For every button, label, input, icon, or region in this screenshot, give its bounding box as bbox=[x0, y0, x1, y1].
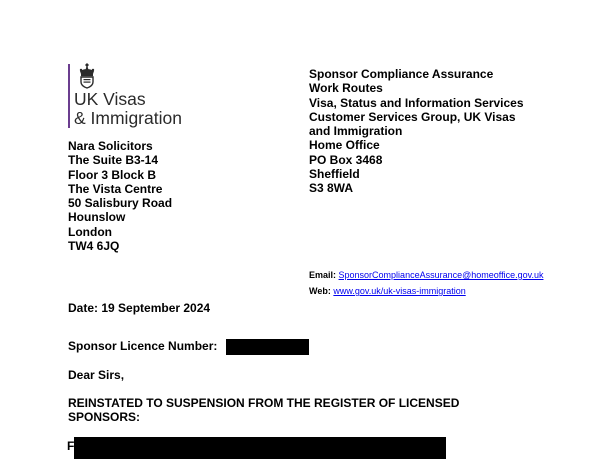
body-redaction bbox=[74, 437, 446, 459]
licence-number-redaction bbox=[226, 339, 309, 355]
sender-address-line: Sheffield bbox=[309, 167, 360, 182]
sender-address-line: Home Office bbox=[309, 138, 380, 153]
email-label: Email: bbox=[309, 270, 337, 280]
sender-address-line: Work Routes bbox=[309, 81, 383, 96]
sender-address-line: PO Box 3468 bbox=[309, 152, 383, 167]
web-label: Web: bbox=[309, 286, 331, 296]
sender-address bbox=[309, 67, 599, 196]
recipient-address-line: The Vista Centre bbox=[68, 181, 163, 196]
uk-visas-immigration-logo bbox=[68, 62, 198, 132]
partial-glyph: F bbox=[67, 439, 75, 453]
recipient-address-line: TW4 6JQ bbox=[68, 239, 120, 254]
letter-date: Date: 19 September 2024 bbox=[68, 301, 211, 315]
sender-address-line: Customer Services Group, UK Visas bbox=[309, 109, 516, 124]
logo-text-line-2: & Immigration bbox=[74, 108, 182, 128]
sender-address-line: S3 8WA bbox=[309, 181, 354, 196]
sender-address-line: Visa, Status and Information Services bbox=[309, 95, 524, 110]
recipient-address-line: The Suite B3-14 bbox=[68, 153, 159, 168]
web-link[interactable]: www.gov.uk/uk-visas-immigration bbox=[333, 286, 466, 296]
recipient-address-line: Hounslow bbox=[68, 210, 126, 225]
web-row bbox=[309, 283, 599, 299]
email-row bbox=[309, 267, 599, 283]
recipient-address-line: London bbox=[68, 224, 112, 239]
recipient-address bbox=[68, 139, 288, 253]
recipient-address-line: Nara Solicitors bbox=[68, 139, 153, 153]
greeting: Dear Sirs, bbox=[68, 368, 125, 382]
recipient-address-line: 50 Salisbury Road bbox=[68, 196, 173, 211]
letter-subject: REINSTATED TO SUSPENSION FROM THE REGISTER OF LICENSED SPONSORS: bbox=[68, 396, 460, 425]
recipient-address-line: Floor 3 Block B bbox=[68, 167, 157, 182]
logo-text-line-1: UK Visas bbox=[74, 89, 146, 109]
sponsor-licence-label: Sponsor Licence Number: bbox=[68, 339, 218, 353]
email-link[interactable]: SponsorComplianceAssurance@homeoffice.gov.uk bbox=[338, 270, 544, 280]
logo-divider-bar bbox=[68, 64, 70, 128]
royal-crest-icon bbox=[76, 62, 98, 90]
sender-address-line: Sponsor Compliance Assurance bbox=[309, 67, 494, 81]
sender-address-line: and Immigration bbox=[309, 124, 403, 139]
contact-details bbox=[309, 267, 599, 299]
